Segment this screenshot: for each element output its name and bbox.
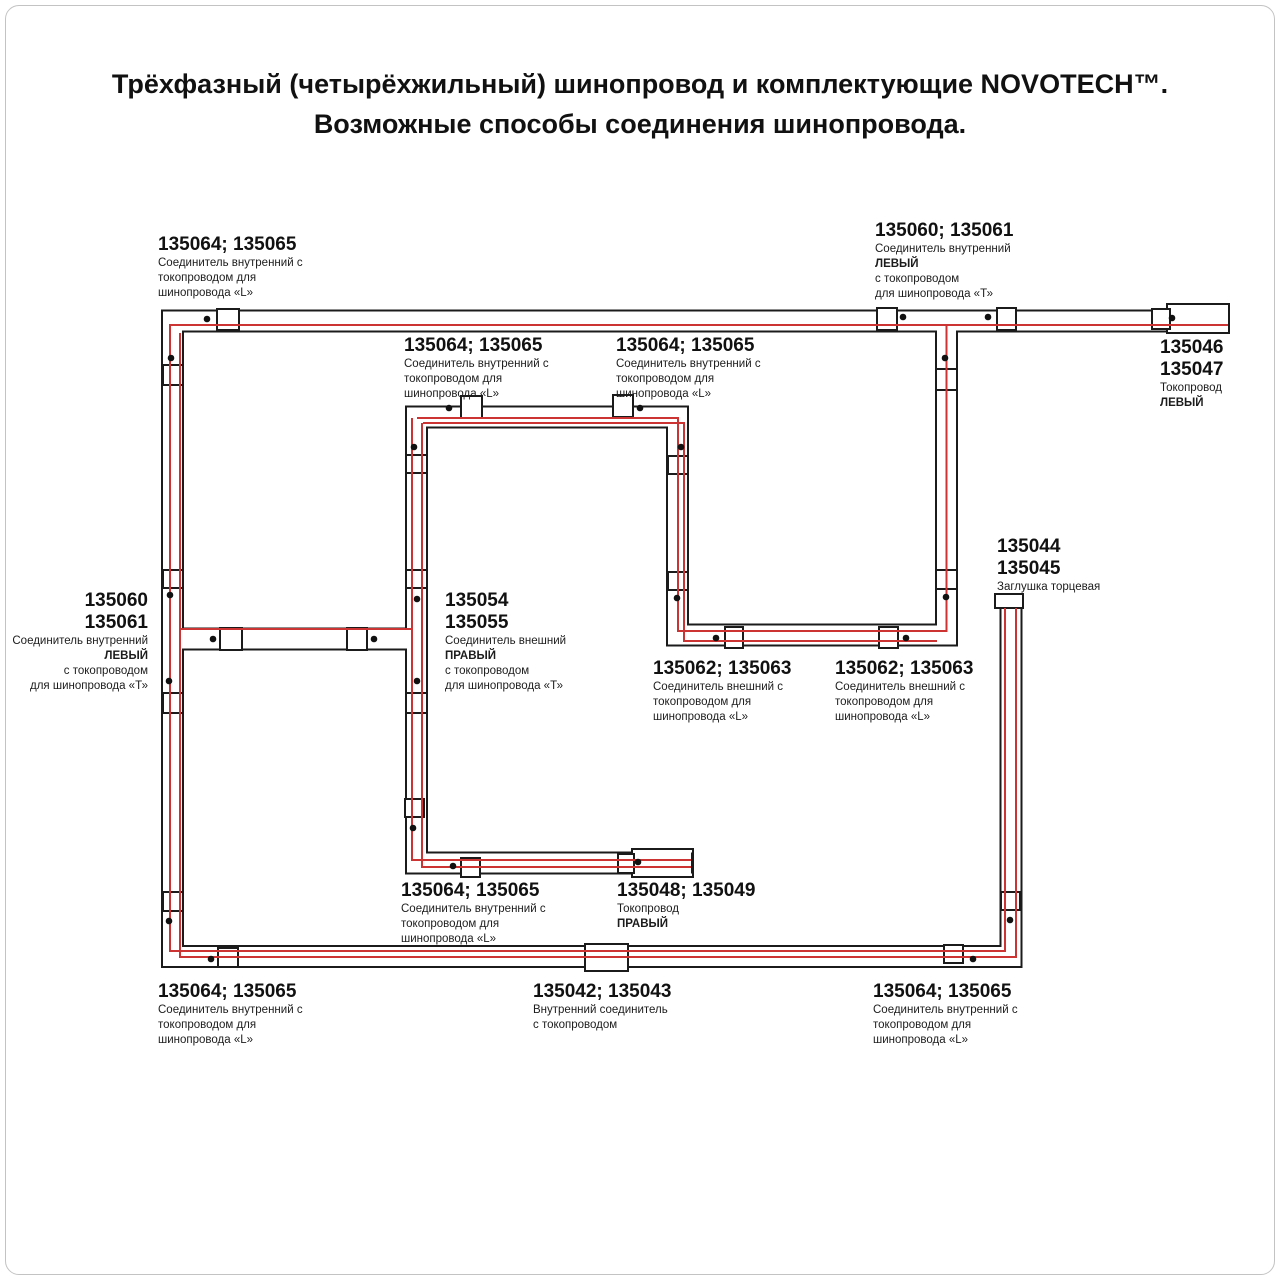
label-connector-top-left: 135064; 135065 Соединитель внутренний с токопроводом для шинопровода «L» [158,234,303,299]
part-code: 135062; 135063 [835,658,974,679]
part-code: 135060 [84,590,148,611]
part-code: 135055 [445,612,509,633]
label-connector-mid-a: 135064; 135065 Соединитель внутренний с токопроводом для шинопровода «L» [404,335,549,400]
label-connector-bottom-inner: 135064; 135065 Соединитель внутренний с токопроводом для шинопровода «L» [401,880,546,945]
title-line-2: Возможные способы соединения шинопровода. [313,109,967,139]
part-code: 135054 [445,590,509,611]
end-cap-piece [995,594,1023,608]
label-tee-connector-left: 135060 135061 Соединитель внутренний ЛЕВЫЙ с токопроводом для шинопровода «Т» [2,590,148,694]
part-code: 135064; 135065 [158,234,297,255]
title-line-1: Трёхфазный (четырёхжильный) шинопровод и комплектующие NOVOTECH™. [111,69,1169,99]
label-end-cap: 135044 135045 Заглушка торцевая [997,536,1101,593]
part-code: 135045 [997,558,1061,579]
part-code: 135044 [997,536,1061,557]
label-tee-connector-center: 135054 135055 Соединитель внешний ПРАВЫЙ с токопроводом для шинопровода «Т» [445,590,567,692]
label-outer-connector-a: 135062; 135063 Соединитель внешний с токопроводом для шинопровода «L» [653,658,792,723]
part-code: 135064; 135065 [616,335,755,356]
part-code: 135048; 135049 [617,880,756,901]
label-connector-bottom-left: 135064; 135065 Соединитель внутренний с токопроводом для шинопровода «L» [158,981,303,1046]
label-feed-right: 135048; 135049 Токопровод ПРАВЫЙ [617,880,756,930]
label-connector-mid-b: 135064; 135065 Соединитель внутренний с токопроводом для шинопровода «L» [616,335,761,400]
part-code: 135061 [84,612,148,633]
label-tee-connector-top-right: 135060; 135061 Соединитель внутренний ЛЕВЫЙ с токопроводом для шинопровода «Т» [875,220,1014,300]
part-code: 135042; 135043 [533,981,672,1002]
feed-right-piece [632,849,693,877]
part-code: 135062; 135063 [653,658,792,679]
label-straight-connector: 135042; 135043 Внутренний соединитель с токопроводом [533,981,672,1031]
label-feed-left: 135046 135047 Токопровод ЛЕВЫЙ [1160,337,1224,409]
label-outer-connector-b: 135062; 135063 Соединитель внешний с токопроводом для шинопровода «L» [835,658,974,723]
part-code: 135046 [1160,337,1224,358]
part-code: 135060; 135061 [875,220,1014,241]
part-code: 135064; 135065 [873,981,1012,1002]
part-code: 135064; 135065 [401,880,540,901]
part-code: 135064; 135065 [404,335,543,356]
feed-left-piece [1167,304,1229,333]
label-connector-bottom-right: 135064; 135065 Соединитель внутренний с токопроводом для шинопровода «L» [873,981,1018,1046]
part-code: 135047 [1160,359,1224,380]
part-code: 135064; 135065 [158,981,297,1002]
